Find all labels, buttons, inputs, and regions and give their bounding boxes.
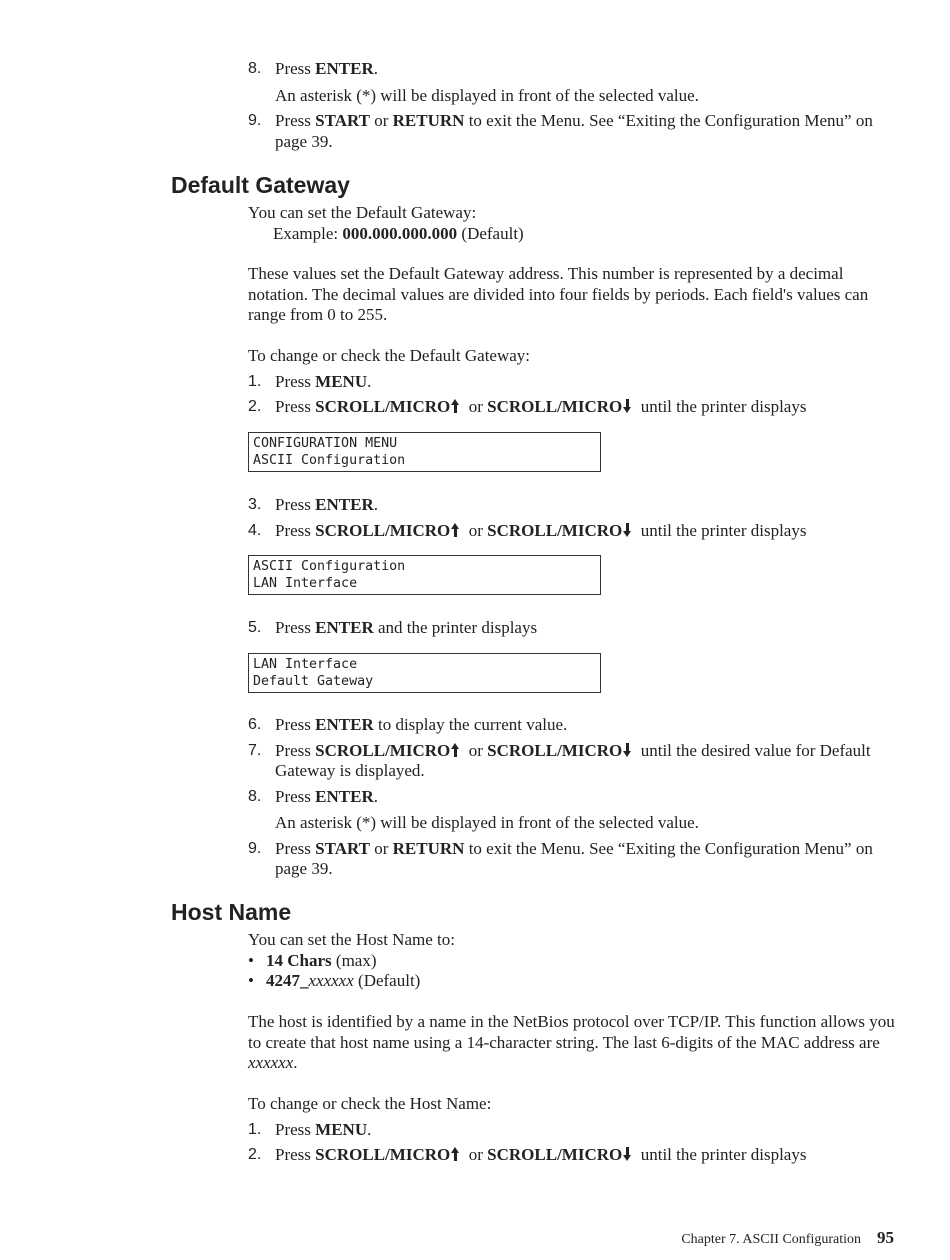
step-number: 1. — [248, 372, 262, 390]
step-number: 2. — [248, 398, 262, 415]
gateway-step-7: 7. Press SCROLL/MICRO or SCROLL/MICRO until the desired value for Default Gateway is displayed. — [248, 740, 871, 780]
arrow-up-icon — [451, 743, 460, 757]
gateway-step-6: 6. Press ENTER to display the current value. — [248, 715, 568, 734]
host-name-heading: Host Name — [171, 899, 292, 925]
chapter-title: Chapter 7. ASCII Configuration — [681, 1232, 861, 1247]
default-gateway-heading: Default Gateway — [171, 172, 350, 198]
step-number: 5. — [248, 619, 262, 636]
gateway-description: These values set the Default Gateway address. This number is represented by a decimal notation. The decimal values are divided into four fields by periods. Each field's values can range from 0 to 255. — [248, 264, 869, 324]
step-number: 3. — [248, 496, 262, 513]
top-step-9: 9. Press START or RETURN to exit the Menu. See “Exiting the Configuration Menu” on page 39. — [248, 111, 873, 151]
hostname-description: The host is identified by a name in the NetBios protocol over TCP/IP. This function allows you to create that host name using a 14-character string. The last 6-digits of the MAC address are xxxxxx. — [248, 1012, 895, 1072]
hostname-step-1: 1. Press MENU. — [248, 1119, 372, 1139]
bullet-icon: • — [248, 971, 254, 990]
lcd-line-2: ASCII Configuration — [253, 453, 406, 468]
gateway-step-3: 3. Press ENTER. — [248, 495, 378, 514]
page-footer — [681, 1228, 894, 1250]
arrow-down-icon — [623, 399, 632, 413]
arrow-up-icon — [451, 1147, 460, 1161]
top-asterisk-note: An asterisk (*) will be displayed in front of the selected value. — [275, 85, 699, 105]
step-number: 8. — [248, 60, 262, 77]
arrow-up-icon — [451, 523, 460, 537]
step-number: 9. — [248, 839, 262, 857]
top-step-8: 8. Press ENTER. — [248, 59, 378, 78]
gateway-step-1: 1. Press MENU. — [248, 371, 372, 391]
arrow-down-icon — [623, 1147, 632, 1161]
step-number: 2. — [248, 1146, 262, 1163]
gateway-step-5: 5. Press ENTER and the printer displays — [248, 618, 538, 637]
step-number: 6. — [248, 716, 262, 733]
step-number: 7. — [248, 741, 262, 759]
gateway-example: Example: 000.000.000.000 (Default) — [273, 223, 524, 243]
hostname-step-2: 2. Press SCROLL/MICRO or SCROLL/MICRO until the printer displays — [248, 1145, 807, 1164]
gateway-intro: You can set the Default Gateway: — [248, 203, 477, 222]
bullet-icon: • — [248, 950, 254, 970]
lcd-line-1: ASCII Configuration — [253, 559, 406, 574]
gateway-change-intro: To change or check the Default Gateway: — [248, 346, 531, 365]
lcd-line-2: Default Gateway — [253, 674, 374, 689]
gateway-step-9: 9. Press START or RETURN to exit the Menu. See “Exiting the Configuration Menu” on page 39. — [248, 838, 873, 878]
lcd-display-ascii-configuration — [248, 555, 601, 595]
arrow-down-icon — [623, 523, 632, 537]
page-number: 95 — [877, 1228, 894, 1247]
gateway-steps-3-4 — [248, 495, 898, 541]
lcd-display-configuration-menu — [248, 432, 601, 472]
hostname-intro-block — [248, 930, 898, 992]
gateway-steps-6-9 — [248, 715, 898, 880]
gateway-asterisk-note: An asterisk (*) will be displayed in front of the selected value. — [275, 813, 699, 832]
hostname-change-block — [248, 1094, 898, 1166]
lcd-line-2: LAN Interface — [253, 576, 358, 591]
lcd-line-1: LAN Interface — [253, 657, 358, 672]
step-number: 9. — [248, 112, 262, 129]
hostname-change-intro: To change or check the Host Name: — [248, 1094, 492, 1113]
hostname-bullet-default: • 4247_xxxxxx (Default) — [248, 971, 421, 990]
gateway-intro-block — [248, 203, 898, 244]
lcd-line-1: CONFIGURATION MENU — [253, 436, 398, 451]
top-steps — [248, 59, 898, 152]
hostname-bullet-max: • 14 Chars (max) — [248, 950, 377, 970]
step-number: 8. — [248, 787, 262, 805]
gateway-step-2: 2. Press SCROLL/MICRO or SCROLL/MICRO until the printer displays — [248, 397, 807, 416]
gateway-change-block — [248, 346, 898, 418]
step-number: 1. — [248, 1120, 262, 1138]
gateway-step-8: 8. Press ENTER. — [248, 786, 378, 806]
step-number: 4. — [248, 521, 262, 539]
lcd-display-lan-interface — [248, 653, 601, 693]
hostname-intro: You can set the Host Name to: — [248, 930, 455, 949]
gateway-step-5-block — [248, 618, 898, 639]
arrow-down-icon — [623, 743, 632, 757]
arrow-up-icon — [451, 399, 460, 413]
gateway-step-4: 4. Press SCROLL/MICRO or SCROLL/MICRO until the printer displays — [248, 520, 807, 540]
